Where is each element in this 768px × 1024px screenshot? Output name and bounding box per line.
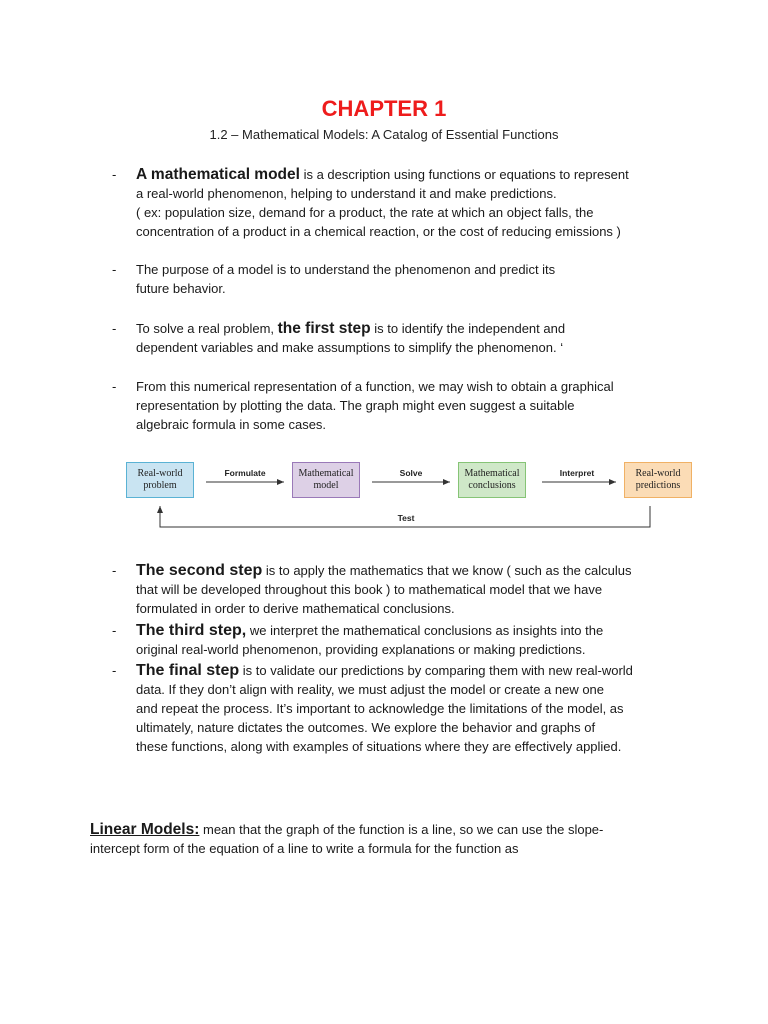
mathematical-conclusions-box: [458, 462, 526, 498]
box-label: predictions: [635, 480, 681, 491]
bullet-mathematical-model: [112, 165, 672, 241]
bullet-dash: -: [112, 379, 117, 394]
modeling-process-diagram: [124, 458, 696, 536]
bullet-line: dependent variables and make assumptions to simplify the phenomenon. ‘: [136, 340, 564, 355]
real-world-predictions-box: [624, 462, 692, 498]
bullet-dash: -: [112, 663, 117, 678]
bullet-line: original real-world phenomenon, providing explanations or making predictions.: [136, 642, 586, 657]
box-label: Mathematical: [298, 468, 354, 479]
bullet-third-step: [112, 621, 672, 659]
bullet-line: algebraic formula in some cases.: [136, 417, 327, 432]
bullet-line: ( ex: population size, demand for a product, the rate at which an object falls, the: [136, 205, 594, 220]
bullet-text: is to identify the independent and: [370, 321, 566, 336]
bullet-second-step: [112, 561, 672, 618]
bullet-line: [136, 165, 672, 184]
bullet-line: [136, 319, 672, 338]
bullet-line: a real-world phenomenon, helping to understand it and make predictions.: [136, 186, 557, 201]
paragraph-line: [90, 820, 650, 839]
bullet-line: data. If they don’t align with reality, we must adjust the model or create a new one: [136, 682, 605, 697]
bullet-highlight: The third step,: [136, 622, 247, 639]
mathematical-model-box: [292, 462, 360, 498]
bullet-line: [136, 561, 672, 580]
bullet-text: we interpret the mathematical conclusions as insights into the: [246, 623, 604, 638]
section-subtitle: 1.2 – Mathematical Models: A Catalog of Essential Functions: [209, 127, 559, 142]
box-label: model: [313, 480, 339, 491]
linear-models-heading: Linear Models:: [90, 821, 200, 838]
bullet-text: is a description using functions or equations to represent: [299, 167, 629, 182]
box-label: Mathematical: [464, 468, 520, 479]
bullet-text: To solve a real problem,: [136, 321, 278, 336]
paragraph-text: mean that the graph of the function is a line, so we can use the slope-: [199, 822, 604, 837]
bullet-purpose: [112, 260, 672, 298]
bullet-dash: -: [112, 623, 117, 638]
bullet-highlight: The second step: [136, 562, 263, 579]
bullet-line: [136, 661, 672, 680]
box-label: conclusions: [468, 480, 516, 491]
bullet-highlight: The final step: [136, 662, 240, 679]
bullet-first-step: [112, 319, 672, 357]
bullet-line: and repeat the process. It’s important to acknowledge the limitations of the model, as: [136, 701, 624, 716]
solve-label: Solve: [399, 468, 423, 478]
bullet-dash: -: [112, 262, 117, 277]
box-label: Real-world: [137, 468, 183, 479]
bullet-line: The purpose of a model is to understand the phenomenon and predict its: [136, 262, 556, 277]
bullet-line: From this numerical representation of a function, we may wish to obtain a graphical: [136, 379, 614, 394]
bullet-line: ultimately, nature dictates the outcomes. We explore the behavior and graphs of: [136, 720, 596, 735]
bullet-line: formulated in order to derive mathematical conclusions.: [136, 601, 455, 616]
bullet-line: concentration of a product in a chemical reaction, or the cost of reducing emissions ): [136, 224, 621, 239]
real-world-problem-box: [126, 462, 194, 498]
box-label: Real-world: [635, 468, 681, 479]
formulate-label: Formulate: [224, 468, 266, 478]
bullet-text: is to validate our predictions by comparing them with new real-world: [239, 663, 633, 678]
bullet-line: that will be developed throughout this book ) to mathematical model that we have: [136, 582, 603, 597]
bullet-dash: -: [112, 563, 117, 578]
bullet-line: representation by plotting the data. The graph might even suggest a suitable: [136, 398, 575, 413]
linear-models-paragraph: [90, 820, 650, 858]
bullet-final-step: [112, 661, 672, 756]
bullet-line: future behavior.: [136, 281, 226, 296]
interpret-label: Interpret: [559, 468, 595, 478]
bullet-line: [136, 621, 672, 640]
bullet-dash: -: [112, 167, 117, 182]
bullet-highlight: A mathematical model: [136, 166, 300, 183]
bullet-numerical-representation: [112, 377, 672, 434]
test-label: Test: [397, 513, 415, 523]
chapter-title: CHAPTER 1: [321, 96, 447, 121]
bullet-highlight: the first step: [277, 320, 371, 337]
bullet-line: these functions, along with examples of situations where they are effectively applied.: [136, 739, 622, 754]
paragraph-line: intercept form of the equation of a line to write a formula for the function as: [90, 841, 519, 856]
bullet-dash: -: [112, 321, 117, 336]
bullet-text: is to apply the mathematics that we know ( such as the calculus: [262, 563, 632, 578]
box-label: problem: [143, 480, 177, 491]
